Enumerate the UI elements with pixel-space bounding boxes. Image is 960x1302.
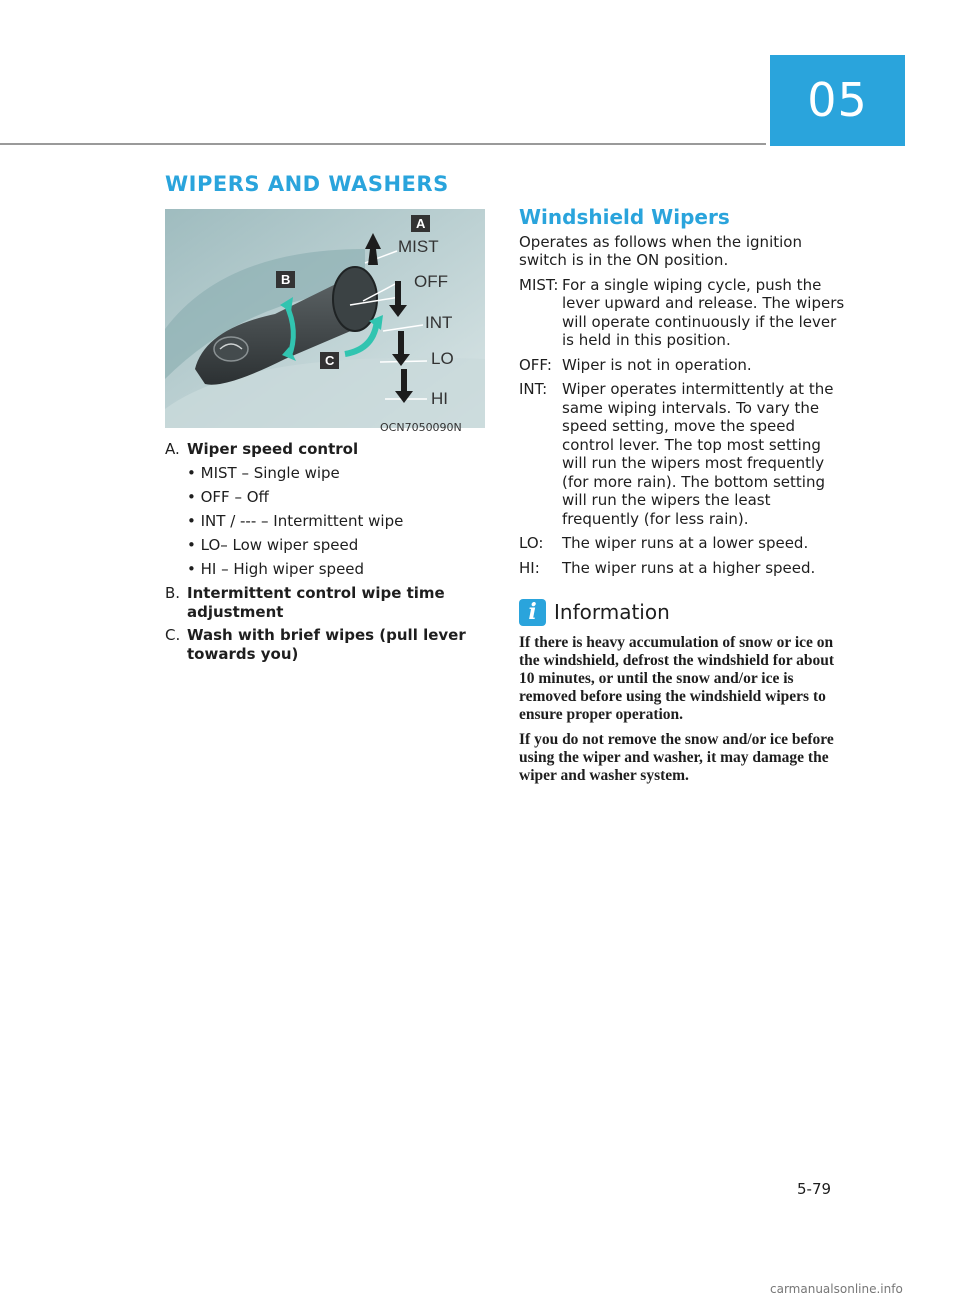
control-text: Wiper speed control xyxy=(187,440,359,458)
callout-b: B xyxy=(276,271,295,288)
def-mist xyxy=(519,276,849,350)
control-item-b xyxy=(165,584,485,622)
controls-list xyxy=(165,440,485,668)
information-header xyxy=(519,599,849,626)
control-item-a xyxy=(165,440,485,459)
def-key: INT: xyxy=(519,380,548,398)
def-key: LO: xyxy=(519,534,544,552)
speed-bullet: • OFF – Off xyxy=(187,488,485,507)
def-key: MIST: xyxy=(519,275,559,294)
chapter-tab: 05 xyxy=(770,55,905,146)
def-int xyxy=(519,380,849,528)
control-text: Wash with brief wipes (pull lever towards you) xyxy=(187,626,466,663)
control-letter: C. xyxy=(165,626,181,644)
def-off xyxy=(519,356,849,375)
speed-bullet: • LO– Low wiper speed xyxy=(187,536,485,555)
control-letter: B. xyxy=(165,584,181,602)
figure-code: OCN7050090N xyxy=(380,421,462,434)
information-paragraph: If there is heavy accumulation of snow or ice on the windshield, defrost the windshield for about 10 minutes, or until the snow and/or ice is removed before using the windshield wipers to ensure proper operation. xyxy=(519,634,835,723)
page-number: 5-79 xyxy=(797,1180,832,1198)
def-text: For a single wiping cycle, push the lever upward and release. The wipers will operate continuously if the lever is held in this position. xyxy=(562,275,845,349)
label-lo: LO xyxy=(431,349,454,368)
def-key: OFF: xyxy=(519,355,552,374)
callout-a: A xyxy=(411,215,430,232)
label-off: OFF xyxy=(414,272,448,291)
def-key: HI: xyxy=(519,558,540,577)
header-rule xyxy=(0,143,766,145)
control-letter: A. xyxy=(165,440,180,458)
label-hi: HI xyxy=(431,389,448,408)
info-icon: i xyxy=(519,599,546,626)
windshield-wipers-section xyxy=(519,205,849,792)
control-item-c xyxy=(165,626,485,664)
def-text: Wiper operates intermittently at the same wiping intervals. To vary the speed setting, move the speed control lever. The top most setting will run the wipers most frequently (for more rain). The bottom setting will run the wipers the least frequently (for less rain). xyxy=(562,380,834,528)
label-int: INT xyxy=(425,313,453,332)
control-text: Intermittent control wipe time adjustment xyxy=(187,584,445,621)
section-title: WIPERS AND WASHERS xyxy=(165,172,449,196)
windshield-wipers-title: Windshield Wipers xyxy=(519,205,730,229)
def-lo xyxy=(519,534,849,553)
def-text: Wiper is not in operation. xyxy=(562,355,752,374)
speed-bullet: • MIST – Single wipe xyxy=(187,464,485,483)
windshield-intro: Operates as follows when the ignition switch is in the ON position. xyxy=(519,232,802,269)
speed-bullet: • HI – High wiper speed xyxy=(187,560,485,579)
def-text: The wiper runs at a lower speed. xyxy=(562,534,809,552)
def-text: The wiper runs at a higher speed. xyxy=(562,558,816,577)
wiper-lever-figure xyxy=(165,209,485,428)
label-mist: MIST xyxy=(398,237,439,256)
speed-bullet: • INT / --- – Intermittent wipe xyxy=(187,512,485,531)
information-title: Information xyxy=(554,600,670,625)
watermark: carmanualsonline.info xyxy=(770,1282,903,1296)
information-paragraph: If you do not remove the snow and/or ice before using the wiper and washer, it may damage the wiper and washer system. xyxy=(519,731,834,784)
def-hi xyxy=(519,559,849,578)
callout-c: C xyxy=(320,352,339,369)
